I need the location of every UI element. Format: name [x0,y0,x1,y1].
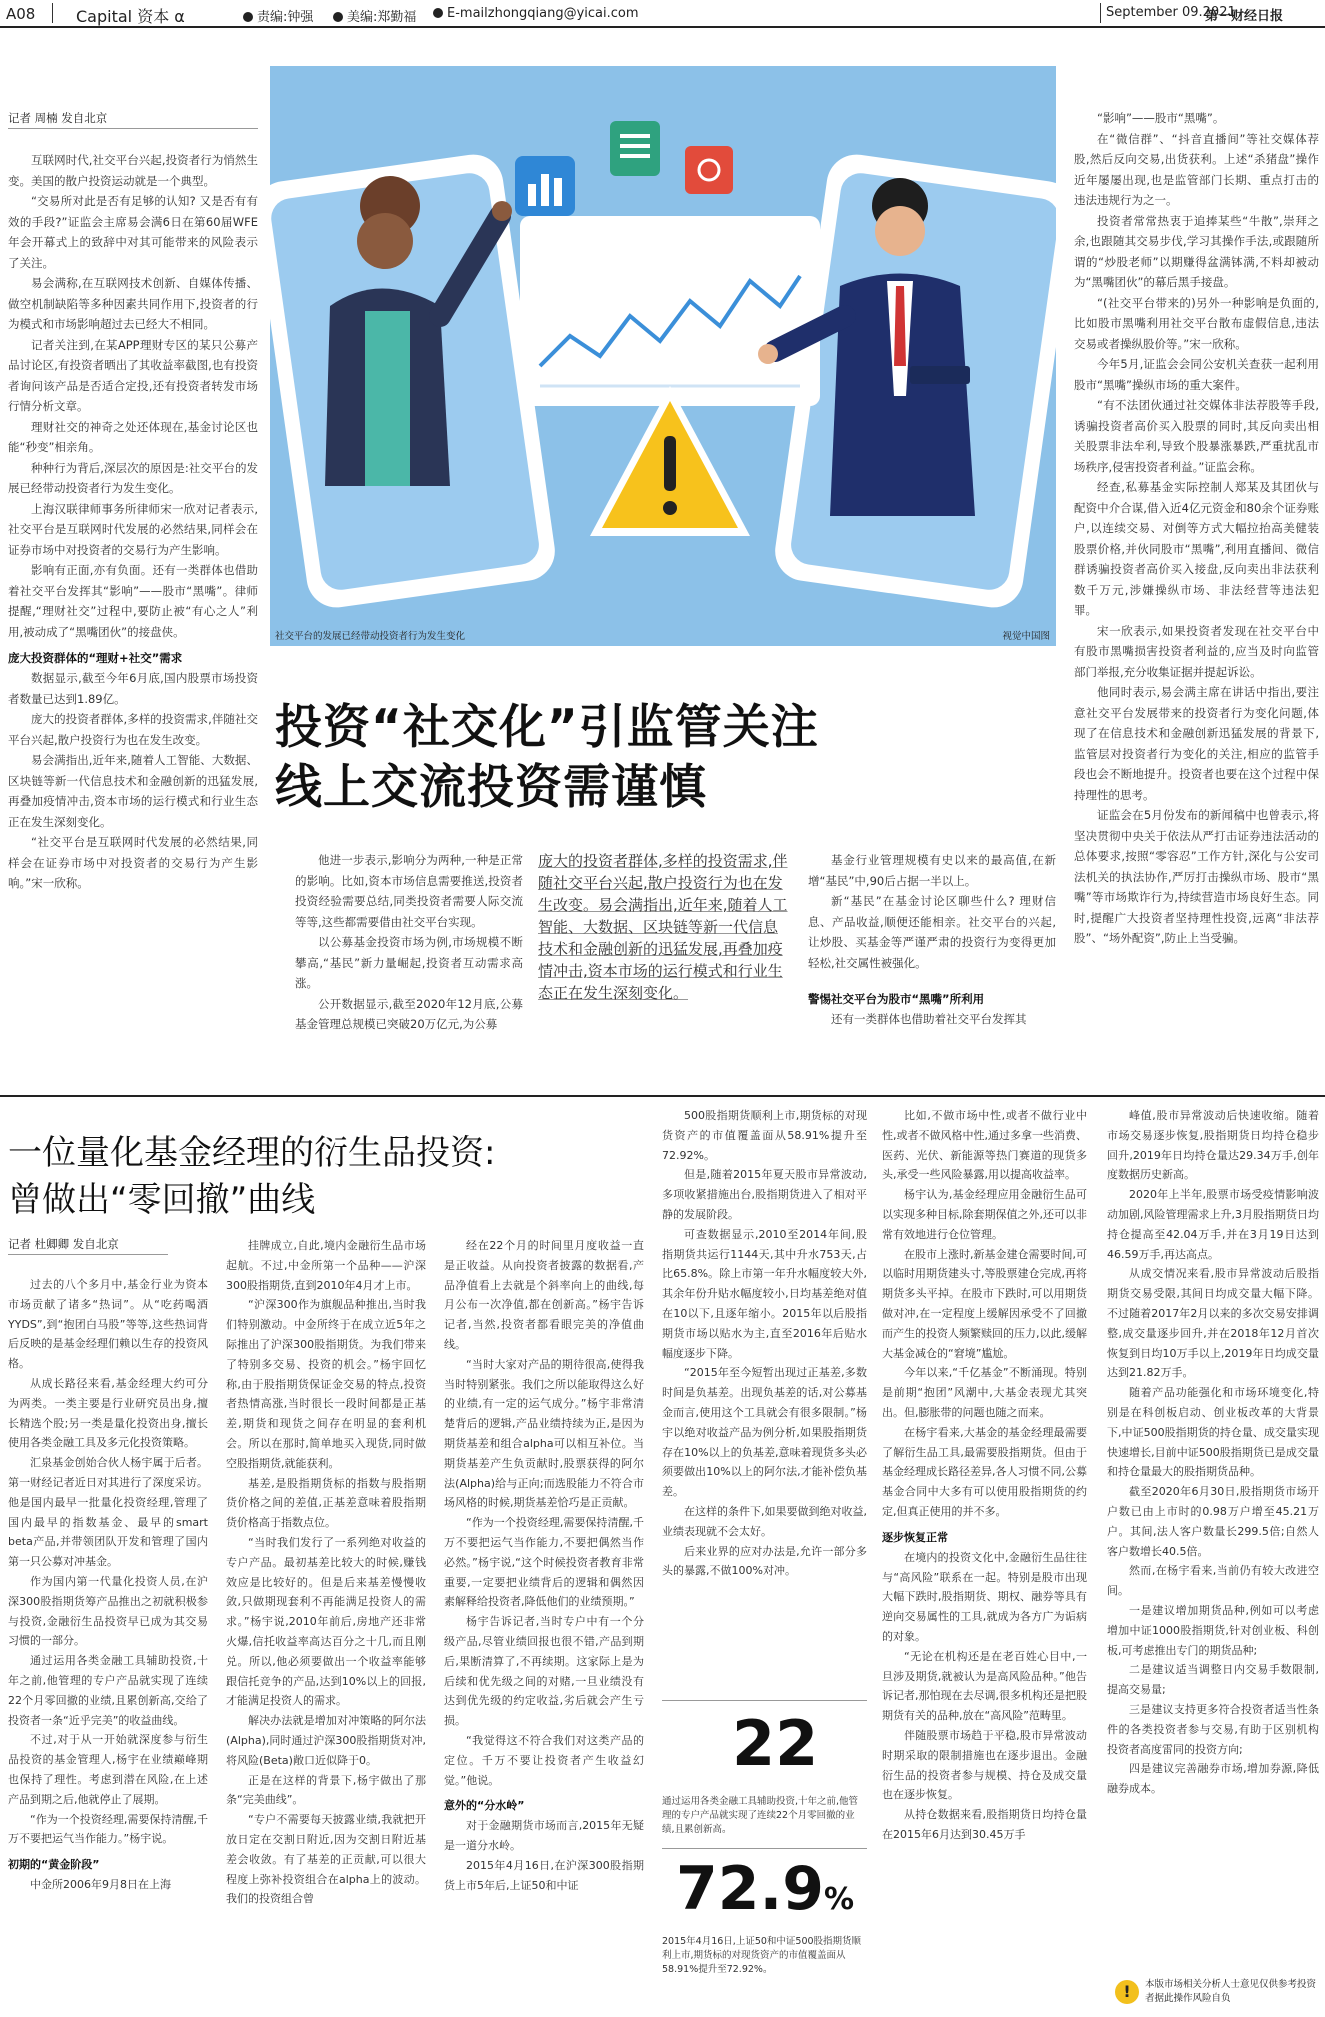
subhead: 意外的“分水岭” [444,1799,525,1813]
section-divider [0,1095,1325,1097]
stat-729-number: 72.9 [676,1854,825,1924]
email-icon [433,8,443,18]
paragraph: “作为一个投资经理,需要保持清醒,千万不要把运气当作能力。”杨宇说。 [8,1812,208,1846]
email-label: E-mailzhongqiang@yicai.com [433,6,639,21]
paragraph: 在境内的投资文化中,金融衍生品往往与“高风险”联系在一起。特别是股市出现大幅下跌时,股指期货、期权、融券等具有逆向交易属性的工具,就成为各方广为诟病的对象。 [882,1550,1087,1643]
paragraph: 从成交情况来看,股市异常波动后股指期货交易受限,其间日均成交量大幅下降。不过随着2017年2月以来的多次交易安排调整,成交量逐步回升,并在2018年12月首次恢复到日均10万手以上,2019年日均成交量达到21.82万手。 [1107,1267,1319,1380]
paragraph: 500股指期货顺利上市,期货标的对现货资产的市值覆盖面从58.91%提升至72.92%。 [662,1109,867,1162]
stat-22-caption: 通过运用各类金融工具辅助投资,十年之前,他管理的专户产品就实现了连续22个月零回撤的业绩,且累创新高。 [662,1796,859,1835]
header-divider [52,3,53,23]
paragraph: 宋一欣表示,如果投资者发现在社交平台中有股市黑嘴损害投资者利益的,应当及时向监管部门举报,充分收集证据并提起诉讼。 [1074,623,1319,679]
paragraph: 以公募基金投资市场为例,市场规模不断攀高,“基民”新力量崛起,投资者互动需求高涨。 [295,935,523,990]
paragraph: 解决办法就是增加对冲策略的阿尔法(Alpha),同时通过沪深300股指期货对冲,将风险(Beta)敞口近似降于0。 [226,1714,426,1767]
paragraph: 基差,是股指期货标的指数与股指期货价格之间的差值,正基差意味着股指期货价格高于指数点位。 [226,1476,426,1530]
paragraph: 然而,在杨宇看来,当前仍有较大改进空间。 [1107,1564,1319,1598]
paragraph: 记者关注到,在某APP理财专区的某只公募产品讨论区,有投资者晒出了其收益率截图,也有投资者询问该产品是否适合定投,还有投资者转发市场行情分析文章。 [8,337,258,413]
paragraph: 理财社交的神奇之处还体现在,基金讨论区也能“秒变”相亲角。 [8,419,258,454]
top-col-2 [295,850,523,1035]
paragraph: 通过运用各类金融工具辅助投资,十年之前,他管理的专户产品就实现了连续22个月零回撤的业绩,且累创新高,交给了投资者一条“近乎完美”的收益曲线。 [8,1654,208,1727]
paragraph: 易会满称,在互联网技术创新、自媒体传播、做空机制缺陷等多种因素共同作用下,投资者的行为模式和市场影响超过去已经大不相同。 [8,276,258,331]
subhead: 庞大投资群体的“理财+社交”需求 [8,651,183,665]
stat-729-caption: 2015年4月16日,上证50和中证500股指期货顺利上市,期货标的对现货资产的市值覆盖面从58.91%提升至72.92%。 [662,1936,862,1975]
paragraph: “社交平台是互联网时代发展的必然结果,同样会在证券市场中对投资者的交易行为产生影响。”宋一欣称。 [8,835,258,890]
bottom-col-6 [1107,1106,1319,1799]
header-divider-right [1100,3,1101,23]
paragraph: 基金行业管理规模有史以来的最高值,在新增“基民”中,90后占据一半以上。 [808,853,1056,888]
paragraph: 庞大的投资者群体,多样的投资需求,伴随社交平台兴起,散户投资行为也在发生改变。 [8,712,258,747]
paragraph: 后来业界的应对办法是,允许一部分多头的暴露,不做100%对冲。 [662,1544,867,1578]
top-col-4 [1074,108,1319,949]
stat-729-value [676,1854,855,1931]
editor-icon [243,12,253,22]
paragraph: 截至2020年6月30日,股指期货市场开户数已由上市时的0.98万户增至45.21万户。其间,法人客户数量长299.5倍;自然人客户数增长40.5倍。 [1107,1485,1319,1558]
paragraph: “影响”——股市“黑嘴”。 [1097,111,1225,125]
stat-rule-top [662,1700,867,1701]
paragraph: “2015年至今短暂出现过正基差,多数时间是负基差。出现负基差的话,对公募基金而言,使用这个工具就会有很多限制。”杨宇以绝对收益产品为例分析,如果股指期货存在10%以上的负基差,意味着现货多头必须要做出10%以上的阿尔法,才能补偿负基差。 [662,1366,867,1499]
risk-notice [1115,1978,1325,2010]
section-title: Capital 资本 α [76,7,185,26]
top-headline-line-2: 线上交流投资需谨慎 [275,760,707,815]
paragraph: 在杨宇看来,大基金的基金经理最需要了解衍生品工具,最需要股指期货。但由于基金经理成长路径差异,各人习惯不同,公募基金合同中大多有可以使用股指期货的约定,但真正使用的并不多。 [882,1425,1087,1518]
paragraph: 2020年上半年,股票市场受疫情影响波动加剧,风险管理需求上升,3月股指期货日均持仓提高至42.04万手,并在3月19日达到46.59万手,再达高点。 [1107,1188,1319,1261]
paragraph: 2015年4月16日,在沪深300股指期货上市5年后,上证50和中证 [444,1858,644,1892]
paragraph: 不过,对于从一开始就深度参与衍生品投资的基金管理人,杨宇在业绩巅峰期也保持了理性。考虑到潜在风险,在上述产品到期之后,他就停止了展期。 [8,1733,208,1806]
bottom-col-2 [226,1236,426,1909]
stat-rule-mid [662,1848,867,1849]
paragraph: “我觉得这不符合我们对这类产品的定位。千万不要让投资者产生收益幻觉。”他说。 [444,1733,644,1787]
top-headline-line-1: 投资“社交化”引监管关注 [275,700,819,755]
paragraph: 汇泉基金创始合伙人杨宇属于后者。第一财经记者近日对其进行了深度采访。他是国内最早一批量化投资经理,管理了国内最早的指数基金、最早的smart beta产品,并带领团队开发和管理了国内第一只公募对冲基金。 [8,1456,208,1569]
paragraph: 杨宇认为,基金经理应用金融衍生品可以实现多种目标,除套期保值之外,还可以非常有效地进行仓位管理。 [882,1188,1087,1241]
top-byline: 记者 周楠 发自北京 [8,110,258,129]
paragraph: 投资者常常热衷于追捧某些“牛散”,崇拜之余,也跟随其交易步伐,学习其操作手法,或跟随所谓的“炒股老师”以期赚得盆满钵满,不料却被动为“黑嘴团伙”的幕后黑手接盘。 [1074,213,1319,289]
paragraph: “专户不需要每天披露业绩,我就把开放日定在交割日附近,因为交割日附近基差会收敛。有了基差的正贡献,可以很大程度上弥补投资组合在alpha上的波动。我们的投资组合曾 [226,1813,426,1906]
paragraph: 对于金融期货市场而言,2015年无疑是一道分水岭。 [444,1819,644,1853]
paragraph: 今年5月,证监会会同公安机关查获一起利用股市“黑嘴”操纵市场的重大案件。 [1074,357,1319,392]
paragraph: 一是建议增加期货品种,例如可以考虑增加中证1000股指期货,针对创业板、科创板,可考虑推出专门的期货品种; [1107,1603,1319,1657]
paragraph: 三是建议支持更多符合投资者适当性条件的各类投资者参与交易,有助于区别机构投资者高度雷同的投资方向; [1107,1702,1319,1756]
paragraph: “作为一个投资经理,需要保持清醒,千万不要把运气当作能力,不要把偶然当作必然。”杨宇说,“这个时候投资者教育非常重要,一定要把业绩背后的逻辑和偶然因素解释给投资者,降低他们的业绩预期。” [444,1516,644,1609]
paragraph: “有不法团伙通过社交媒体非法荐股等手段,诱骗投资者高价买入股票的同时,其反向卖出相关股票非法牟利,导致个股暴涨暴跌,严重扰乱市场秩序,侵害投资者利益。”证监会称。 [1074,398,1319,474]
paragraph: 杨宇告诉记者,当时专户中有一个分级产品,尽管业绩回报也很不错,产品到期后,果断清算了,不再续期。这家际上是为后续和优先级之间的对赌,一旦业绩没有达到优先级的约定收益,劣后就会产生亏损。 [444,1615,644,1728]
designer-label: 美编:郑勤福 [333,6,416,25]
paragraph: 伴随股票市场趋于平稳,股市异常波动时期采取的限制措施也在逐步退出。金融衍生品的投资者参与规模、持仓及成交量也在逐步恢复。 [882,1728,1087,1802]
paragraph: 但是,随着2015年夏天股市异常波动,多项收紧措施出台,股指期货进入了相对平静的发展阶段。 [662,1168,867,1221]
paragraph: “当时我们发行了一系列绝对收益的专户产品。最初基差比较大的时候,赚钱效应是比较好的。但是后来基差慢慢收敛,只做期现套利不再能满足投资人的需求。”杨宇说,2010年前后,房地产还非常火爆,信托收益率高达百分之十几,而且刚兑。所以,他必须要做出一个收益率能够跟信托竞争的产品,达到10%以上的回报,才能满足投资人的需求。 [226,1535,426,1708]
paragraph: 他进一步表示,影响分为两种,一种是正常的影响。比如,资本市场信息需要推送,投资者投资经验需要总结,同类投资者需要人际交流等等,这些都需要借由社交平台实现。 [295,853,523,929]
subhead: 逐步恢复正常 [882,1530,948,1544]
paragraph: 他同时表示,易会满主席在讲话中指出,要注意社交平台发展带来的投资者行为变化问题,体现了在信息技术和金融创新迅猛发展的背景下,监管层对投资者行为变化的关注,相应的监管手段也会不断地提升。投资者也要在这个过程中保持理性的思考。 [1074,685,1319,802]
paragraph: 中金所2006年9月8日在上海 [30,1878,171,1892]
paragraph: 影响有正面,亦有负面。还有一类群体也借助着社交平台发挥其“影响”——股市“黑嘴”。律师提醒,“理财社交”过程中,要防止被“有心之人”利用,被动成了“黑嘴团伙”的接盘侠。 [8,563,258,639]
paragraph: 作为国内第一代量化投资人员,在沪深300股指期货筹产品推出之初就积极参与投资,金融衍生品投资早已成为其交易习惯的一部分。 [8,1574,208,1648]
paragraph: 互联网时代,社交平台兴起,投资者行为悄然生变。美国的散户投资运动就是一个典型。 [8,153,258,188]
bottom-headline-line-1: 一位量化基金经理的衍生品投资: [8,1133,496,1173]
issue-date: September 09.2021 [1106,5,1236,20]
stat-729-unit: % [824,1882,855,1917]
paragraph: 证监会在5月份发布的新闻稿中也曾表示,将坚决贯彻中央关于依法从严打击证券违法活动的总体要求,按照“零容忍”工作方针,深化与公安司法机关的执法协作,严厉打击操纵市场、股市“黑嘴”等市场欺诈行为,持续营造市场良好生态。同时,提醒广大投资者坚持理性投资,远离“非法荐股”、“场外配资”,防止上当受骗。 [1074,808,1319,945]
top-illustration [270,66,1056,646]
stat-22-value: 22 [732,1707,819,1780]
paragraph: “交易所对此是否有足够的认知? 又是否有有效的手段?”证监会主席易会满6日在第60届WFE年会开幕式上的致辞中对其可能带来的风险表示了关注。 [8,194,258,270]
pull-quote: 庞大的投资者群体,多样的投资需求,伴随社交平台兴起,散户投资行为也在发生改变。易会满指出,近年来,随着人工智能、大数据、区块链等新一代信息技术和金融创新的迅猛发展,再叠加疫情冲击,资本市场的运行模式和行业生态正在发生深刻变化。 [538,852,788,1002]
paragraph: 数据显示,截至今年6月底,国内股票市场投资者数量已达到1.89亿。 [8,671,258,706]
paragraph: 在这样的条件下,如果要做到绝对收益,业绩表现就不会太好。 [662,1504,867,1538]
warning-icon: ! [1115,1980,1139,2004]
paragraph: 比如,不做市场中性,或者不做行业中性,或者不做风格中性,通过多拿一些消费、医药、光伏、新能源等热门赛道的现货多头,承受一些风险暴露,用以提高收益率。 [882,1109,1087,1182]
bottom-col-5 [882,1106,1087,1845]
paragraph: 种种行为背后,深层次的原因是:社交平台的发展已经带动投资者行为发生变化。 [8,460,258,495]
designer-icon [333,12,343,22]
top-col-1 [8,150,258,894]
bottom-headline-line-2: 曾做出“零回撤”曲线 [8,1180,316,1220]
paragraph: 挂牌成立,自此,境内金融衍生品市场起航。不过,中金所第一个品种——沪深300股指期货,直到2010年4月才上市。 [226,1239,426,1292]
paragraph: “当时大家对产品的期待很高,使得我当时特别紧张。我们之所以能取得这么好的业绩,有一定的运气成分。”杨宇非常清楚背后的逻辑,产品业绩持续为正,是因为期货基差和组合alpha可以相互补位。当期货基差产生负贡献时,股票获得的阿尔法(Alpha)给与正向;而选股能力不符合市场风格的时候,期货基差恰巧是正贡献。 [444,1357,644,1510]
paragraph: 经在22个月的时间里月度收益一直是正收益。从向投资者披露的数据看,产品净值看上去就是个斜率向上的曲线,每月公布一次净值,都在创新高。”杨宇告诉记者,当然,投资者都看眼完美的净值曲线。 [444,1239,644,1351]
paragraph: 随着产品功能强化和市场环境变化,特别是在科创板启动、创业板改革的大背景下,中证500股指期货的持仓量、成交量实现快速增长,目前中证500股指期货已是成交量和持仓量最大的股指期货品种。 [1107,1386,1319,1479]
paragraph: 峰值,股市异常波动后快速收缩。随着市场交易逐步恢复,股指期货日均持仓稳步回升,2019年日均持仓量达29.34万手,创年度数据历史新高。 [1107,1109,1319,1182]
paragraph: 二是建议适当调整日内交易手数限制,提高交易量; [1107,1663,1319,1697]
paragraph: 正是在这样的背景下,杨宇做出了那条“完美曲线”。 [226,1773,426,1807]
paragraph: 从持仓数据来看,股指期货日均持仓量在2015年6月达到30.45万手 [882,1808,1087,1841]
paragraph: 可查数据显示,2010至2014年间,股指期货共运行1144天,其中升水753天,占比65.8%。除上市第一年升水幅度较大外,其余年份升贴水幅度较小,日均基差绝对值在10以下,且逐年缩小。2015年以后股指期货市场以贴水为主,直至2016年后贴水幅度逐步下降。 [662,1227,867,1360]
subhead: 警惕社交平台为股市“黑嘴”所利用 [808,992,985,1006]
top-col-3 [808,850,1056,1030]
image-credit: 视觉中国图 [1002,631,1050,642]
paragraph: “(社交平台带来的)另外一种影响是负面的,比如股市黑嘴利用社交平台散布虚假信息,违法交易或者操纵股价等。”宋一欣称。 [1074,295,1319,351]
newspaper-name: 第一财经日报 [1205,9,1284,24]
page-number: A08 [6,5,36,23]
bottom-col-4 [662,1106,867,1581]
editor-label: 责编:钟强 [243,6,313,25]
paragraph: 四是建议完善融券市场,增加券源,降低融券成本。 [1107,1762,1319,1796]
paragraph: 新“基民”在基金讨论区聊些什么? 理财信息、产品收益,顺便还能相亲。社交平台的兴起,让炒股、买基金等严谨严肃的投资行为变得更加轻松,社交属性被强化。 [808,894,1056,970]
subhead: 初期的“黄金阶段” [8,1858,100,1872]
paragraph: 在“微信群”、“抖音直播间”等社交媒体荐股,然后反向交易,出货获利。上述“杀猪盘”操作近年屡屡出现,也是监管部门长期、重点打击的违法违规行为之一。 [1074,131,1319,207]
header-rule [0,26,1325,28]
paragraph: 易会满指出,近年来,随着人工智能、大数据、区块链等新一代信息技术和金融创新的迅猛发展,再叠加疫情冲击,资本市场的运行模式和行业生态正在发生深刻变化。 [8,753,258,829]
image-caption: 社交平台的发展已经带动投资者行为发生变化 [275,631,466,642]
paragraph: 今年以来,“千亿基金”不断涌现。特别是前期“抱团”风潮中,大基金表现尤其突出。但,膨胀带的问题也随之而来。 [882,1366,1087,1419]
paragraph: 从成长路径来看,基金经理大约可分为两类。一类主要是行业研究员出身,擅长精选个股;另一类是量化投资出身,擅长使用各类金融工具及多元化投资策略。 [8,1376,208,1450]
paragraph: 公开数据显示,截至2020年12月底,公募基金管理总规模已突破20万亿元,为公募 [295,996,523,1031]
illustration-svg [270,66,1056,646]
paragraph: 经查,私募基金实际控制人郑某及其团伙与配资中介合谋,借入近4亿元资金和80余个证券账户,以连续交易、对倒等方式大幅拉抬高美健装股票价格,并伙同股市“黑嘴”,利用直播间、微信群诱骗投资者高价买入接盘,反向卖出非法获利数千万元,涉嫌操纵市场、非法经营等违法犯罪。 [1074,480,1319,617]
bottom-byline: 记者 杜卿卿 发自北京 [8,1236,168,1255]
paragraph: 还有一类群体也借助着社交平台发挥其 [831,1012,1027,1026]
risk-notice-text: 本版市场相关分析人士意见仅供参考投资者据此操作风险自负 [1145,1979,1317,2004]
paragraph: 过去的八个多月中,基金行业为资本市场贡献了诸多“热词”。从“吃药喝酒YYDS”,到“抱团白马股”等等,这些热词背后反映的是基金经理们赖以生存的投资风格。 [8,1278,208,1371]
bottom-col-1 [8,1275,208,1895]
paragraph: “无论在机构还是在老百姓心目中,一旦涉及期货,就被认为是高风险品种。”他告诉记者,那怕现在去尽调,很多机构还是把股期货有关的品种,放在“高风险”范畴里。 [882,1649,1087,1723]
paragraph: “沪深300作为旗舰品种推出,当时我们特别激动。中金所终于在成立近5年之际推出了沪深300股指期货。为我们带来了特别多交易、投资的机会。”杨宇回忆称,由于股指期货保证金交易的特点,投资者热情高涨,当时很长一段时间都是正基差,期货和现货之间存在明显的套利机会。所以在那时,简单地买入现货,同时做空股指期货,就能获利。 [226,1298,426,1470]
paragraph: 在股市上涨时,新基金建仓需要时间,可以临时用期货建头寸,等股票建仓完成,再将期货多头平掉。在股市下跌时,可以用期货做对冲,在一定程度上缓解因承受不了回撤而产生的投资人频繁赎回的压力,以此,缓解大基金减仓的“窘境”尴尬。 [882,1247,1087,1360]
bottom-col-3 [444,1236,644,1896]
paragraph: 上海汉联律师事务所律师宋一欣对记者表示,社交平台是互联网时代发展的必然结果,同样会在证券市场中对投资者的交易行为产生影响。 [8,501,258,557]
